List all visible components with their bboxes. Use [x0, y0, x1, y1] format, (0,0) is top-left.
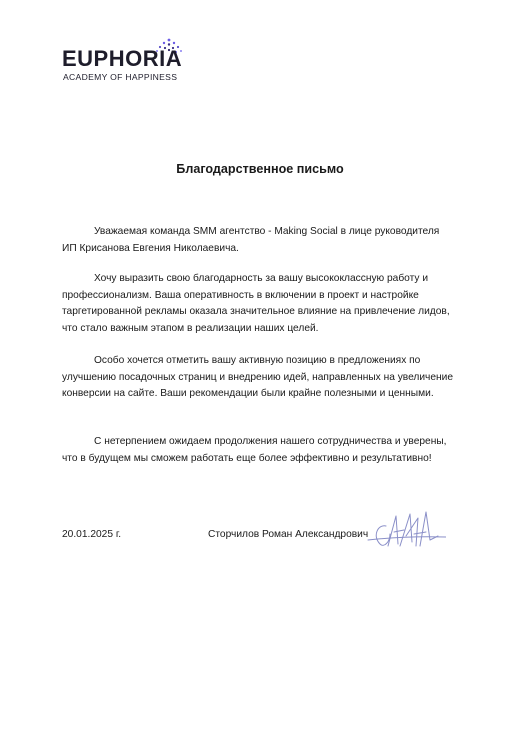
handwritten-signature — [366, 506, 446, 556]
logo-tagline: ACADEMY OF HAPPINESS — [63, 72, 178, 82]
logo-wordmark: EUPHORIA — [62, 46, 183, 71]
letter-title: Благодарственное письмо — [176, 162, 344, 176]
letter-paragraph: С нетерпением ожидаем продолжения нашего сотрудничества и уверены, что в будущем мы сможем работать еще более эффективно и результативно! — [62, 436, 447, 464]
letter-paragraph: Уважаемая команда SMM агентство - Making Social в лице руководителя ИП Крисанова Евгения Николаевича. — [62, 226, 440, 254]
letter-date: 20.01.2025 г. — [62, 529, 122, 540]
signer-name: Сторчилов Роман Александрович — [208, 529, 369, 540]
letter-paragraph: Особо хочется отметить вашу активную позицию в предложениях по улучшению посадочных страниц и внедрению идей, направленных на увеличение конверсии на сайте. Ваши рекомендации были крайне полезными и ценными. — [62, 355, 453, 399]
letter-paragraph: Хочу выразить свою благодарность за вашу высококлассную работу и профессионализм. Ваша оперативность в включении в проект и настройке таргетированной рекламы оказала значительное влияние на привлечение лидов, что стало важным этапом в реализации наших целей. — [62, 273, 450, 334]
